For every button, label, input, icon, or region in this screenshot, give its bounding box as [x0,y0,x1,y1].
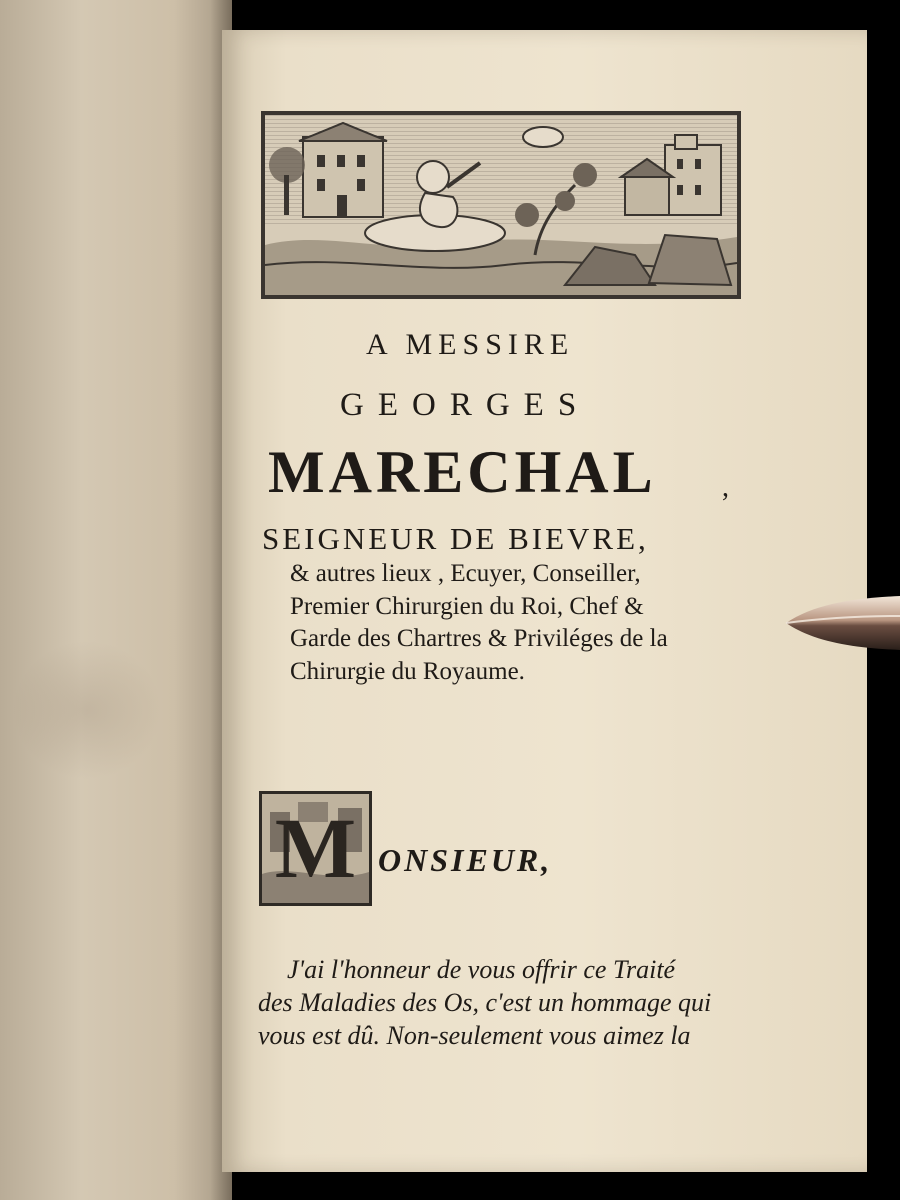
page-stain [12,640,162,780]
dedication-line-a-messire: A MESSIRE [366,328,575,361]
ornamental-initial [259,791,372,906]
dedication-body-line: Garde des Chartres & Priviléges de la [290,625,668,652]
letter-line: vous est dû. Non-seulement vous aimez la [258,1021,691,1050]
dedication-body-line: Premier Chirurgien du Roi, Chef & [290,593,644,620]
dedication-line-georges: GEORGES [340,387,591,423]
initial-letter: M [274,800,357,896]
woodcut-headpiece [261,111,741,299]
salutation-text: ONSIEUR, [378,842,553,878]
woodcut-landscape-icon [265,115,737,295]
dedication-line-seigneur: SEIGNEUR DE BIEVRE, [262,521,649,556]
dedication-line-marechal: MARECHAL [268,439,657,505]
letter-line: des Maladies des Os, c'est un hommage qui [258,988,712,1017]
dedication-body-line: & autres lieux , Ecuyer, Conseiller, [290,560,641,587]
letter-line: J'ai l'honneur de vous offrir ce Traité [287,955,676,984]
dedication-comma: , [722,472,729,503]
left-page [0,0,232,1200]
bookmark-pointer [784,594,900,652]
dedication-body-line: Chirurgie du Royaume. [290,658,525,685]
bookmark-pointer-icon [784,594,900,652]
